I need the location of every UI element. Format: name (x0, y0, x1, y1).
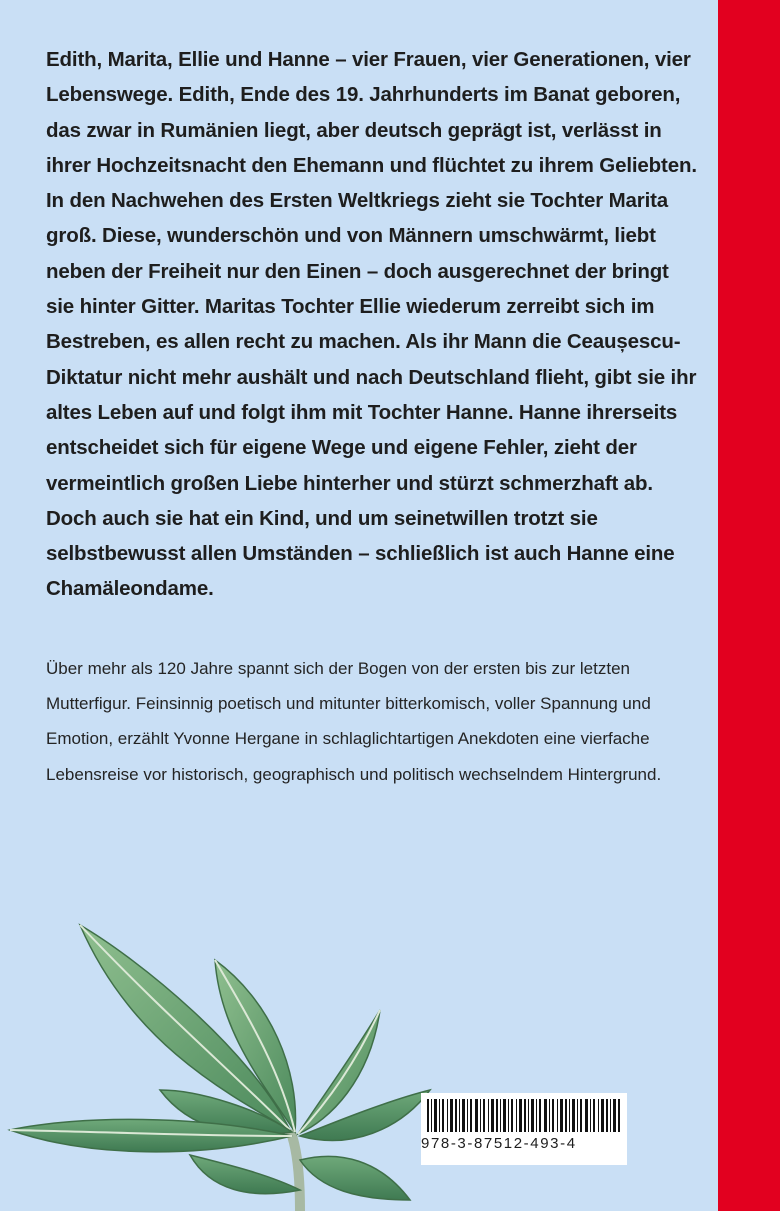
blurb-secondary-text: Über mehr als 120 Jahre spannt sich der Bogen von der ersten bis zur letzten Mutterfigur. Feinsinnig poetisch und mitunter bitterkomisch, voller Spannung und Emotion, erzählt Yvonne Hergane in schlaglichtartigen Anekdoten eine vierfache Lebensreise vor historisch, geographisch und politisch wechselndem Hintergrund. (46, 659, 662, 784)
blurb-main-text: Edith, Marita, Ellie und Hanne – vier Frauen, vier Generationen, vier Lebenswege. Edith, Ende des 19. Jahrhunderts im Banat geboren, das zwar in Rumänien liegt, aber deutsch geprägt ist, verlässt in ihrer Hochzeitsnacht den Ehemann und flüchtet zu ihrem Geliebten. In den Nachwehen des Ersten Weltkriegs zieht sie Tochter Marita groß. Diese, wunderschön und von Männern umschwärmt, liebt neben der Freiheit nur den Einen – doch ausgerechnet der bringt sie hinter Gitter. Maritas Tochter Ellie wiederum zerreibt sich im Bestreben, es allen recht zu machen. Als ihr Mann die Ceaușescu-Diktatur nicht mehr aushält und nach Deutschland flieht, gibt sie ihr altes Leben auf und folgt ihm mit Tochter Hanne. Hanne ihrerseits entscheidet sich für eigene Wege und eigene Fehler, zieht der vermeintlich großen Liebe hinterher und stürzt schmerzhaft ab. Doch auch sie hat ein Kind, und um seinetwillen trotzt sie selbstbewusst allen Umständen – schließlich ist auch Hanne eine Chamäleondame. (46, 48, 697, 601)
red-spine-band (718, 0, 780, 1211)
isbn-number: 978-3-87512-493-4 (421, 1135, 577, 1152)
barcode (421, 1093, 627, 1165)
